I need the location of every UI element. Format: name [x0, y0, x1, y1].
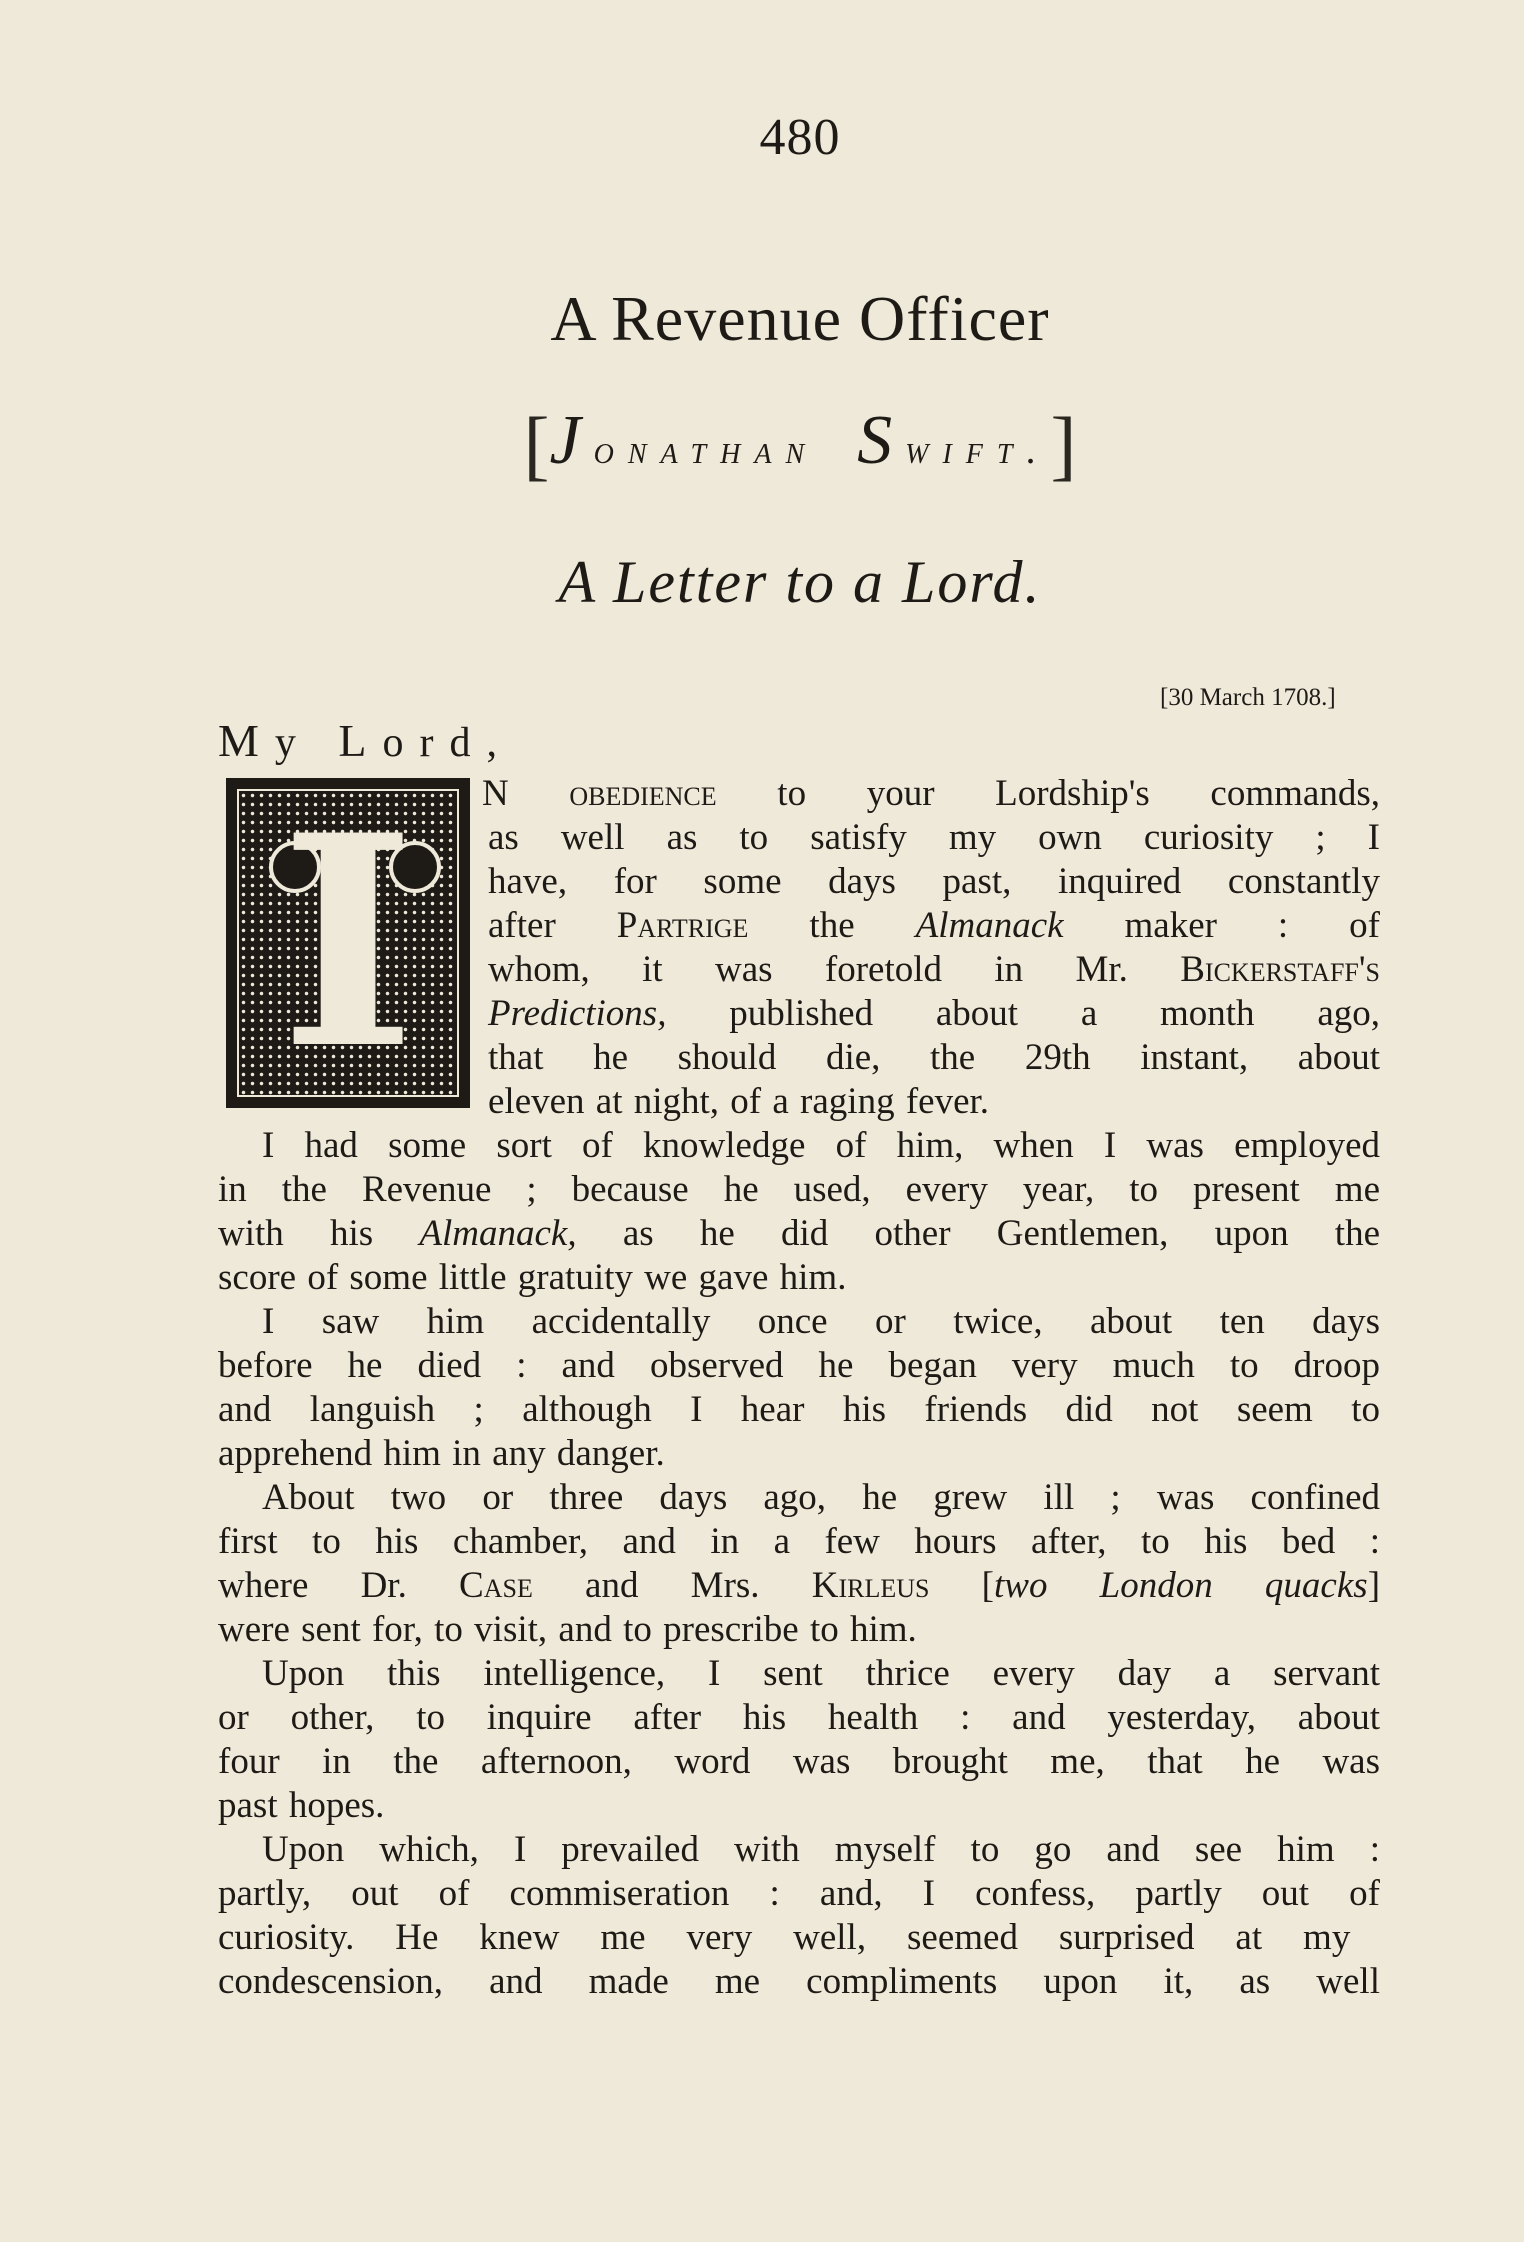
- text-segment: About two or three days ago, he grew ill ; was confined: [262, 1477, 1380, 1518]
- text-segment: Case: [459, 1565, 533, 1606]
- text-line: [482, 772, 1380, 816]
- text-line: [218, 1168, 1380, 1212]
- text-segment: [: [929, 1565, 994, 1606]
- text-segment: eleven at night, of a raging fever.: [488, 1081, 990, 1122]
- text-line: [488, 904, 1380, 948]
- text-segment: obedience: [569, 773, 717, 814]
- text-segment: and Mrs.: [532, 1565, 812, 1606]
- text-segment: as he did other Gentlemen, upon the: [576, 1213, 1380, 1254]
- text-segment: the: [748, 905, 916, 946]
- text-segment: with his: [218, 1213, 420, 1254]
- text-segment: as well as to satisfy my own curiosity ; I: [488, 817, 1380, 858]
- text-segment: to your Lordship's commands,: [716, 773, 1380, 814]
- text-segment: were sent for, to visit, and to prescribe to him.: [218, 1609, 917, 1650]
- text-segment: score of some little gratuity we gave him.: [218, 1257, 847, 1298]
- author-last-initial: S: [857, 402, 893, 479]
- text-line: [218, 1344, 1380, 1388]
- text-segment: partly, out of commiseration : and, I confess, partly out of: [218, 1873, 1380, 1914]
- text-line: [488, 1036, 1380, 1080]
- text-segment: first to his chamber, and in a few hours after, to his bed :: [218, 1521, 1380, 1562]
- text-line: [218, 1256, 846, 1300]
- text-segment: four in the afternoon, word was brought me, that he was: [218, 1741, 1380, 1782]
- text-line: [218, 1872, 1380, 1916]
- text-segment: maker : of: [1063, 905, 1381, 946]
- text-segment: Upon which, I prevailed with myself to go and see him :: [262, 1829, 1380, 1870]
- text-line: [262, 1300, 1380, 1344]
- text-line: [488, 816, 1380, 860]
- text-segment: where Dr.: [218, 1565, 460, 1606]
- text-line: [488, 948, 1380, 992]
- author-last-rest: wift.: [905, 427, 1051, 472]
- text-segment: published about a month ago,: [666, 993, 1380, 1034]
- text-line: [218, 1388, 1380, 1432]
- page-number: 480: [759, 109, 841, 166]
- text-line: [488, 1080, 989, 1124]
- text-line: [262, 1828, 1380, 1872]
- text-segment: Almanack,: [419, 1213, 577, 1254]
- text-line: [218, 1432, 665, 1476]
- salutation-cap-2: L: [338, 715, 383, 766]
- text-line: [218, 1740, 1380, 1784]
- text-segment: Predictions,: [488, 993, 667, 1034]
- salutation-rest-2: ord,: [382, 720, 514, 766]
- salutation-cap-1: M: [218, 715, 275, 766]
- chapter-title: A Revenue Officer: [550, 283, 1050, 354]
- author-first-rest: onathan: [593, 427, 819, 472]
- text-line: [218, 1960, 1380, 2004]
- text-line: [218, 1784, 384, 1828]
- letter-subtitle: A Letter to a Lord.: [558, 549, 1042, 615]
- text-segment: have, for some days past, inquired constantly: [488, 861, 1380, 902]
- text-line: [218, 1916, 1350, 1960]
- text-segment: or other, to inquire after his health : and yesterday, about: [218, 1697, 1380, 1738]
- text-segment: Bickerstaff's: [1180, 949, 1380, 990]
- text-line: [262, 1652, 1380, 1696]
- author-open-bracket: [: [523, 401, 550, 488]
- text-segment: Almanack: [915, 905, 1064, 946]
- salutation-rest-1: y: [274, 720, 312, 766]
- text-segment: in the Revenue ; because he used, every year, to present me: [218, 1169, 1380, 1210]
- text-segment: before he died : and observed he began very much to droop: [218, 1345, 1380, 1386]
- text-segment: Kirleus: [811, 1565, 930, 1606]
- text-line: [218, 1564, 1380, 1608]
- text-line: [218, 1608, 917, 1652]
- text-segment: apprehend him in any danger.: [218, 1433, 665, 1474]
- text-segment: and languish ; although I hear his friends did not seem to: [218, 1389, 1380, 1430]
- author-close-bracket: ]: [1050, 401, 1077, 488]
- text-line: [218, 1212, 1380, 1256]
- text-line: [262, 1476, 1380, 1520]
- drop-cap-letter: I: [280, 773, 416, 1113]
- text-line: [262, 1124, 1380, 1168]
- text-segment: curiosity. He knew me very well, seemed surprised at my: [218, 1917, 1351, 1958]
- text-segment: ]: [1367, 1565, 1381, 1606]
- text-segment: I had some sort of knowledge of him, when I was employed: [262, 1125, 1380, 1166]
- text-segment: two London quacks: [994, 1565, 1368, 1606]
- text-segment: Upon this intelligence, I sent thrice every day a servant: [262, 1653, 1380, 1694]
- author-first-initial: J: [549, 402, 581, 479]
- text-line: [218, 1520, 1380, 1564]
- text-segment: N: [482, 773, 570, 814]
- dateline: [30 March 1708.]: [1160, 684, 1336, 711]
- text-line: [488, 860, 1380, 904]
- text-segment: condescension, and made me compliments upon it, as well: [218, 1961, 1380, 2002]
- text-line: [488, 992, 1380, 1036]
- text-segment: after: [488, 905, 617, 946]
- text-line: [218, 1696, 1380, 1740]
- text-segment: past hopes.: [218, 1785, 385, 1826]
- text-segment: whom, it was foretold in Mr.: [488, 949, 1181, 990]
- text-segment: I saw him accidentally once or twice, about ten days: [262, 1301, 1380, 1342]
- text-segment: Partrige: [616, 905, 749, 946]
- text-segment: that he should die, the 29th instant, about: [488, 1037, 1380, 1078]
